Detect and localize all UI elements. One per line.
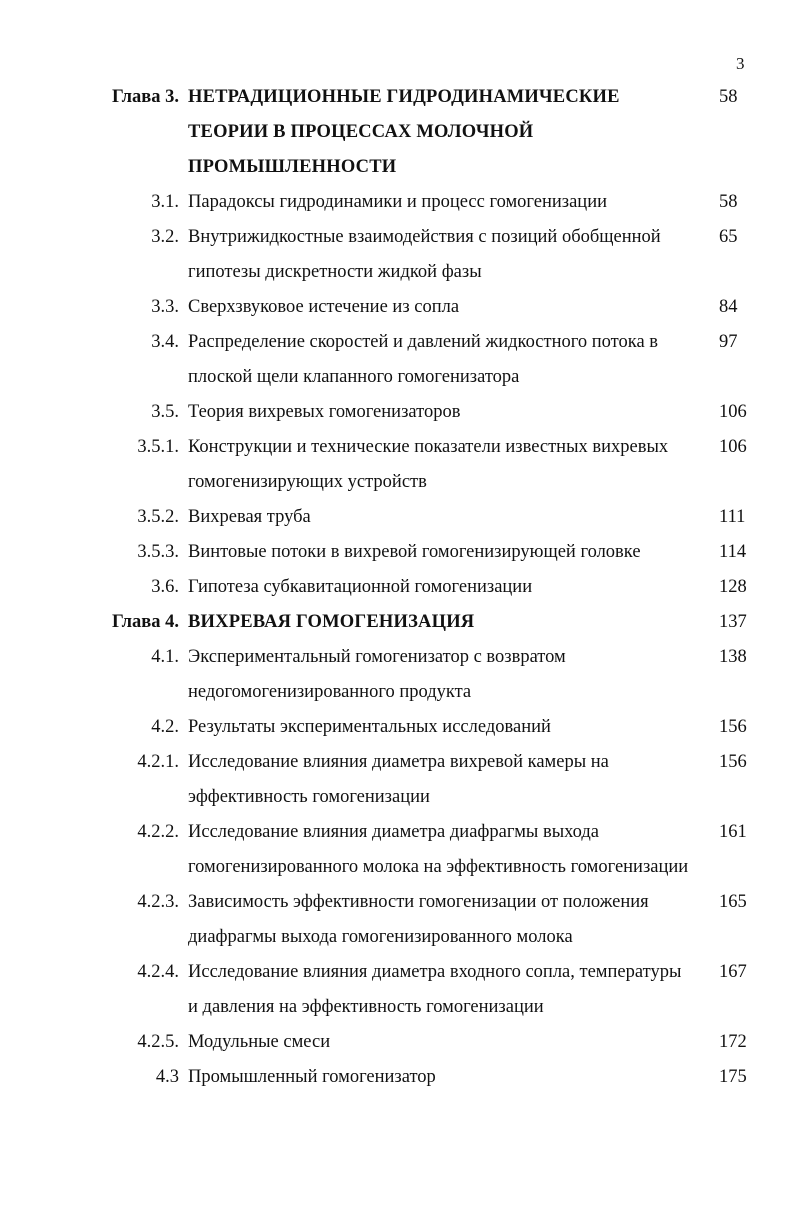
- toc-chapter-row: [0, 80, 793, 185]
- toc-section-row: [0, 325, 793, 395]
- toc-section-row: [0, 885, 793, 955]
- toc-entry-title-line: Исследование влияния диаметра входного сопла, температуры: [188, 962, 682, 982]
- toc-entry-title-line: Сверхзвуковое истечение из сопла: [188, 297, 460, 317]
- toc-entry-title-line: эффективность гомогенизации: [188, 787, 430, 807]
- toc-entry-title-line: Модульные смеси: [188, 1032, 331, 1052]
- toc-entry-page: 114: [719, 542, 747, 562]
- toc-section-row: [0, 955, 793, 1025]
- toc-entry-title-line: Промышленный гомогенизатор: [188, 1067, 436, 1087]
- toc-entry-title: [188, 325, 708, 395]
- toc-section-row: [0, 395, 793, 430]
- toc-entry-title-line: Теория вихревых гомогенизаторов: [188, 402, 461, 422]
- toc-entry-title-line: Гипотеза субкавитационной гомогенизации: [188, 577, 533, 597]
- toc-entry-page: 58: [719, 192, 738, 212]
- toc-entry-page: 111: [719, 507, 746, 527]
- toc-entry-number: Глава 3.: [111, 87, 179, 107]
- toc-entry-title: [188, 640, 708, 710]
- toc-entry-title-line: плоской щели клапанного гомогенизатора: [188, 367, 520, 387]
- toc-entry-title-line: диафрагмы выхода гомогенизированного молока: [188, 927, 573, 947]
- toc-entry-page: 165: [719, 892, 747, 912]
- toc-entry-title-line: Парадоксы гидродинамики и процесс гомогенизации: [188, 192, 608, 212]
- toc-entry-title: [188, 395, 708, 430]
- toc-entry-title-line: Распределение скоростей и давлений жидкостного потока в: [188, 332, 659, 352]
- toc-section-row: [0, 815, 793, 885]
- toc-entry-number: 4.2.3.: [137, 892, 179, 912]
- toc-entry-title: [188, 710, 708, 745]
- toc-entry-page: 156: [719, 752, 747, 772]
- toc-entry-number: 3.4.: [151, 332, 179, 352]
- toc-entry-title: [188, 885, 708, 955]
- toc-entry-title: [188, 745, 708, 815]
- toc-entry-title-line: Внутрижидкостные взаимодействия с позиций обобщенной: [188, 227, 661, 247]
- toc-entry-page: 65: [719, 227, 738, 247]
- toc-entry-number: 3.5.2.: [137, 507, 179, 527]
- toc-entry-title: [188, 220, 708, 290]
- toc-entry-title-line: гомогенизированного молока на эффективность гомогенизации: [188, 857, 689, 877]
- toc-entry-page: 106: [719, 402, 747, 422]
- toc-entry-number: 3.3.: [151, 297, 179, 317]
- toc-entry-title: [188, 1060, 708, 1095]
- toc-entry-number: Глава 4.: [111, 612, 179, 632]
- toc-entry-title: [188, 430, 708, 500]
- toc-entry-title-line: Винтовые потоки в вихревой гомогенизирующей головке: [188, 542, 641, 562]
- toc-entry-number: 3.1.: [151, 192, 179, 212]
- toc-chapter-row: [0, 605, 793, 640]
- toc-entry-number: 3.5.: [151, 402, 179, 422]
- toc-entry-title: [188, 185, 708, 220]
- toc-entry-page: 84: [719, 297, 738, 317]
- toc-entry-title: [188, 605, 708, 640]
- toc-entry-number: 4.3: [155, 1067, 179, 1087]
- toc-section-row: [0, 640, 793, 710]
- toc-entry-number: 3.5.3.: [137, 542, 179, 562]
- toc-entry-title-line: ВИХРЕВАЯ ГОМОГЕНИЗАЦИЯ: [188, 612, 475, 632]
- toc-entry-title: [188, 290, 708, 325]
- toc-section-row: [0, 430, 793, 500]
- toc-entry-page: 161: [719, 822, 747, 842]
- toc-section-row: [0, 220, 793, 290]
- toc-section-row: [0, 535, 793, 570]
- toc-entry-title-line: Вихревая труба: [188, 507, 311, 527]
- toc-entry-number: 4.2.5.: [137, 1032, 179, 1052]
- toc-entry-page: 97: [719, 332, 738, 352]
- toc-entry-title: [188, 570, 708, 605]
- toc-entry-title-line: НЕТРАДИЦИОННЫЕ ГИДРОДИНАМИЧЕСКИЕ: [188, 87, 620, 107]
- toc-section-row: [0, 1060, 793, 1095]
- toc-entry-number: 4.2.: [151, 717, 179, 737]
- toc-entry-title-line: гомогенизирующих устройств: [188, 472, 427, 492]
- toc-entry-number: 3.5.1.: [137, 437, 179, 457]
- toc-entry-title-line: недогомогенизированного продукта: [188, 682, 472, 702]
- toc-entry-title-line: ПРОМЫШЛЕННОСТИ: [188, 157, 397, 177]
- toc-section-row: [0, 745, 793, 815]
- toc-section-row: [0, 500, 793, 535]
- table-of-contents: [0, 80, 793, 1095]
- toc-section-row: [0, 185, 793, 220]
- toc-section-row: [0, 710, 793, 745]
- toc-entry-page: 175: [719, 1067, 747, 1087]
- toc-entry-number: 3.6.: [151, 577, 179, 597]
- toc-entry-title: [188, 955, 708, 1025]
- toc-section-row: [0, 570, 793, 605]
- toc-entry-title: [188, 80, 708, 185]
- toc-entry-title-line: Экспериментальный гомогенизатор с возвратом: [188, 647, 566, 667]
- toc-entry-page: 138: [719, 647, 747, 667]
- toc-entry-title: [188, 1025, 708, 1060]
- page-number: 3: [736, 54, 745, 73]
- toc-entry-title: [188, 535, 708, 570]
- toc-entry-number: 4.2.2.: [137, 822, 179, 842]
- toc-entry-title-line: ТЕОРИИ В ПРОЦЕССАХ МОЛОЧНОЙ: [188, 122, 534, 142]
- toc-section-row: [0, 290, 793, 325]
- toc-entry-title-line: Результаты экспериментальных исследований: [188, 717, 551, 737]
- toc-entry-title-line: Конструкции и технические показатели известных вихревых: [188, 437, 669, 457]
- toc-entry-title-line: Исследование влияния диаметра диафрагмы выхода: [188, 822, 600, 842]
- toc-entry-page: 106: [719, 437, 747, 457]
- toc-entry-page: 58: [719, 87, 738, 107]
- toc-entry-number: 4.1.: [151, 647, 179, 667]
- toc-entry-number: 4.2.1.: [137, 752, 179, 772]
- toc-entry-page: 137: [719, 612, 747, 632]
- toc-entry-title-line: и давления на эффективность гомогенизации: [188, 997, 544, 1017]
- toc-entry-title-line: Исследование влияния диаметра вихревой камеры на: [188, 752, 609, 772]
- toc-entry-page: 128: [719, 577, 747, 597]
- toc-entry-number: 3.2.: [151, 227, 179, 247]
- toc-entry-title: [188, 815, 708, 885]
- toc-entry-title: [188, 500, 708, 535]
- toc-entry-page: 167: [719, 962, 747, 982]
- toc-section-row: [0, 1025, 793, 1060]
- toc-entry-title-line: Зависимость эффективности гомогенизации от положения: [188, 892, 649, 912]
- toc-entry-title-line: гипотезы дискретности жидкой фазы: [188, 262, 482, 282]
- toc-entry-page: 172: [719, 1032, 747, 1052]
- toc-entry-number: 4.2.4.: [137, 962, 179, 982]
- toc-entry-page: 156: [719, 717, 747, 737]
